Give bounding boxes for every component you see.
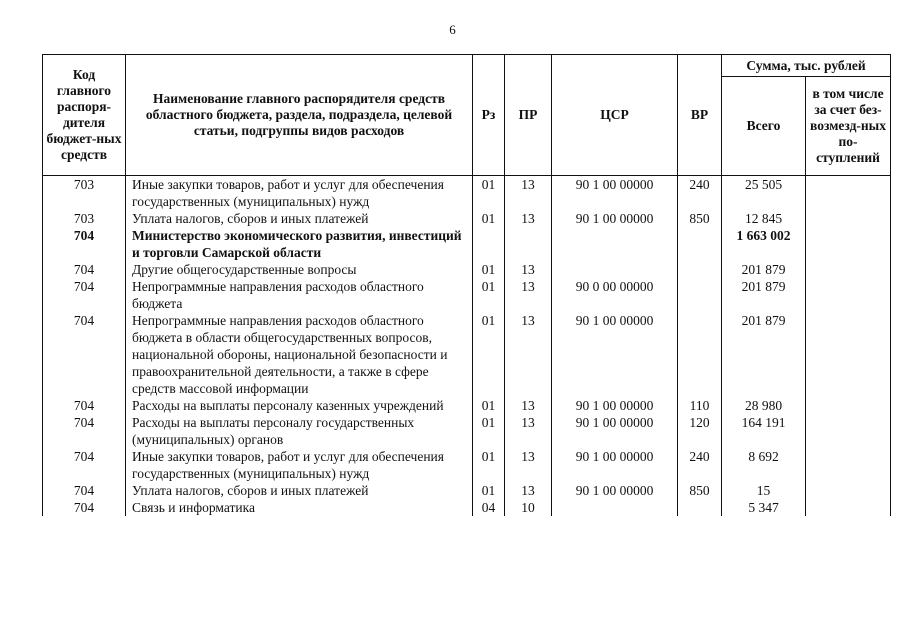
row-total: 1 663 002 [722, 227, 806, 261]
row-code: 704 [43, 261, 126, 278]
header-total: Всего [722, 77, 806, 176]
row-vr [678, 278, 722, 312]
row-vr [678, 227, 722, 261]
header-csr: ЦСР [552, 55, 678, 176]
row-rz: 04 [473, 499, 505, 516]
row-vr: 240 [678, 176, 722, 211]
row-code: 704 [43, 482, 126, 499]
row-code: 704 [43, 499, 126, 516]
row-name: Министерство экономического развития, инвестиций и торговли Самарской области [126, 227, 473, 261]
row-rz: 01 [473, 414, 505, 448]
row-code: 704 [43, 227, 126, 261]
row-total: 8 692 [722, 448, 806, 482]
row-pr: 13 [505, 210, 552, 227]
row-pr: 13 [505, 261, 552, 278]
row-including [806, 261, 891, 278]
row-including [806, 176, 891, 211]
row-code: 704 [43, 397, 126, 414]
row-rz: 01 [473, 261, 505, 278]
table-row [43, 482, 891, 499]
row-including [806, 499, 891, 516]
row-pr: 13 [505, 397, 552, 414]
row-csr: 90 1 00 00000 [552, 448, 678, 482]
row-csr: 90 0 00 00000 [552, 278, 678, 312]
table-row [43, 210, 891, 227]
row-name: Непрограммные направления расходов областного бюджета в области общегосударственных вопросов, национальной обороны, национальной безопасности и правоохранительной деятельности, а также в сфере средств массовой информации [126, 312, 473, 397]
table-row [43, 499, 891, 516]
table-row [43, 397, 891, 414]
row-pr: 13 [505, 448, 552, 482]
table-row [43, 261, 891, 278]
table-row [43, 278, 891, 312]
row-csr: 90 1 00 00000 [552, 414, 678, 448]
row-total: 201 879 [722, 261, 806, 278]
row-name: Иные закупки товаров, работ и услуг для обеспечения государственных (муниципальных) нужд [126, 448, 473, 482]
row-total: 15 [722, 482, 806, 499]
row-total: 12 845 [722, 210, 806, 227]
row-vr [678, 261, 722, 278]
row-total: 201 879 [722, 278, 806, 312]
header-including: в том числе за счет без-возмезд-ных по-ступлений [806, 77, 891, 176]
row-name: Расходы на выплаты персоналу казенных учреждений [126, 397, 473, 414]
row-name: Иные закупки товаров, работ и услуг для обеспечения государственных (муниципальных) нужд [126, 176, 473, 211]
row-rz: 01 [473, 312, 505, 397]
row-csr [552, 499, 678, 516]
row-vr [678, 499, 722, 516]
row-csr: 90 1 00 00000 [552, 176, 678, 211]
row-csr [552, 261, 678, 278]
table-row [43, 414, 891, 448]
row-including [806, 312, 891, 397]
row-including [806, 414, 891, 448]
row-code: 704 [43, 414, 126, 448]
row-csr: 90 1 00 00000 [552, 482, 678, 499]
row-csr: 90 1 00 00000 [552, 210, 678, 227]
row-vr: 110 [678, 397, 722, 414]
row-rz: 01 [473, 278, 505, 312]
header-code: Код главного распоря-дителя бюджет-ных средств [43, 55, 126, 176]
row-name: Уплата налогов, сборов и иных платежей [126, 482, 473, 499]
row-rz [473, 227, 505, 261]
row-csr: 90 1 00 00000 [552, 397, 678, 414]
row-vr: 850 [678, 482, 722, 499]
row-including [806, 227, 891, 261]
row-name: Непрограммные направления расходов областного бюджета [126, 278, 473, 312]
row-code: 704 [43, 312, 126, 397]
table-row [43, 176, 891, 211]
row-vr: 850 [678, 210, 722, 227]
row-including [806, 278, 891, 312]
row-pr: 13 [505, 414, 552, 448]
row-total: 5 347 [722, 499, 806, 516]
header-sum-group: Сумма, тыс. рублей [722, 55, 891, 77]
budget-table [42, 54, 891, 516]
row-pr: 13 [505, 278, 552, 312]
row-including [806, 448, 891, 482]
row-vr: 240 [678, 448, 722, 482]
row-name: Связь и информатика [126, 499, 473, 516]
table-row [43, 448, 891, 482]
header-vr: ВР [678, 55, 722, 176]
row-total: 25 505 [722, 176, 806, 211]
row-pr: 10 [505, 499, 552, 516]
table-row [43, 227, 891, 261]
header-pr: ПР [505, 55, 552, 176]
row-code: 703 [43, 176, 126, 211]
row-pr: 13 [505, 482, 552, 499]
row-pr [505, 227, 552, 261]
row-vr: 120 [678, 414, 722, 448]
row-including [806, 210, 891, 227]
header-name: Наименование главного распорядителя средств областного бюджета, раздела, подраздела, целевой статьи, подгруппы видов расходов [126, 55, 473, 176]
row-rz: 01 [473, 210, 505, 227]
row-total: 164 191 [722, 414, 806, 448]
row-name: Уплата налогов, сборов и иных платежей [126, 210, 473, 227]
row-csr: 90 1 00 00000 [552, 312, 678, 397]
row-total: 201 879 [722, 312, 806, 397]
row-rz: 01 [473, 176, 505, 211]
row-including [806, 397, 891, 414]
page-number: 6 [449, 22, 456, 37]
header-rz: Рз [473, 55, 505, 176]
table-row [43, 312, 891, 397]
row-pr: 13 [505, 312, 552, 397]
row-name: Расходы на выплаты персоналу государственных (муниципальных) органов [126, 414, 473, 448]
row-total: 28 980 [722, 397, 806, 414]
row-name: Другие общегосударственные вопросы [126, 261, 473, 278]
row-code: 704 [43, 448, 126, 482]
row-including [806, 482, 891, 499]
row-csr [552, 227, 678, 261]
row-vr [678, 312, 722, 397]
row-code: 704 [43, 278, 126, 312]
row-rz: 01 [473, 448, 505, 482]
row-rz: 01 [473, 482, 505, 499]
row-pr: 13 [505, 176, 552, 211]
row-rz: 01 [473, 397, 505, 414]
row-code: 703 [43, 210, 126, 227]
